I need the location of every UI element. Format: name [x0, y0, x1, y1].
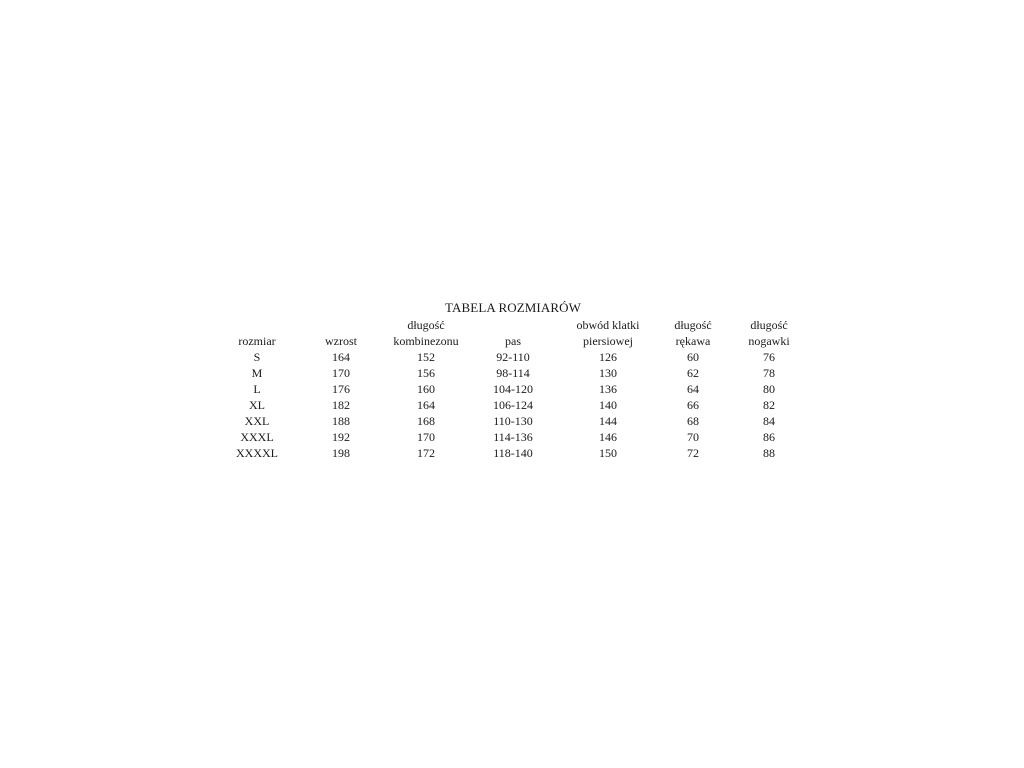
cell-dlugosc-nogawki: 80: [763, 382, 775, 396]
cell-pas: 114-136: [493, 430, 533, 444]
cell-wzrost: 164: [332, 350, 350, 364]
cell-rozmiar: M: [251, 366, 263, 380]
cell-dlugosc-kombinezonu: 160: [417, 382, 435, 396]
size-chart: [216, 296, 810, 468]
cell-obwod-klatki: 146: [599, 430, 617, 444]
cell-dlugosc-rekawa: 64: [687, 382, 699, 396]
header-obwod-klatki-line1: obwód klatki: [576, 318, 640, 332]
cell-rozmiar: XXL: [244, 414, 270, 428]
header-pas-line1: [468, 317, 558, 333]
cell-dlugosc-kombinezonu: 164: [417, 398, 435, 412]
cell-obwod-klatki: 130: [599, 366, 617, 380]
cell-dlugosc-kombinezonu: 156: [417, 366, 435, 380]
cell-dlugosc-nogawki: 88: [763, 446, 775, 460]
cell-rozmiar: XXXL: [240, 430, 274, 444]
cell-obwod-klatki: 144: [599, 414, 617, 428]
header-wzrost-line1: [298, 317, 384, 333]
header-dlugosc-rekawa-line2: rękawa: [675, 334, 711, 348]
size-table-body: [216, 349, 810, 461]
table-row: [216, 397, 810, 413]
cell-dlugosc-rekawa: 68: [687, 414, 699, 428]
cell-dlugosc-rekawa: 60: [687, 350, 699, 364]
cell-rozmiar: L: [253, 382, 261, 396]
cell-wzrost: 182: [332, 398, 350, 412]
cell-wzrost: 192: [332, 430, 350, 444]
cell-wzrost: 170: [332, 366, 350, 380]
cell-dlugosc-rekawa: 70: [687, 430, 699, 444]
table-row: [216, 445, 810, 461]
cell-obwod-klatki: 126: [599, 350, 617, 364]
cell-wzrost: 198: [332, 446, 350, 460]
header-rozmiar-line2: rozmiar: [238, 334, 276, 348]
cell-wzrost: 176: [332, 382, 350, 396]
cell-dlugosc-nogawki: 86: [763, 430, 775, 444]
cell-dlugosc-nogawki: 84: [763, 414, 775, 428]
cell-pas: 98-114: [496, 366, 530, 380]
cell-dlugosc-nogawki: 82: [763, 398, 775, 412]
cell-dlugosc-rekawa: 62: [687, 366, 699, 380]
cell-obwod-klatki: 150: [599, 446, 617, 460]
header-dlugosc-kombinezonu-line2: kombinezonu: [393, 334, 459, 348]
size-chart-title: TABELA ROZMIARÓW: [445, 300, 581, 315]
cell-obwod-klatki: 140: [599, 398, 617, 412]
header-obwod-klatki-line2: piersiowej: [583, 334, 633, 348]
cell-obwod-klatki: 136: [599, 382, 617, 396]
cell-pas: 104-120: [493, 382, 533, 396]
cell-wzrost: 188: [332, 414, 350, 428]
cell-dlugosc-kombinezonu: 172: [417, 446, 435, 460]
cell-rozmiar: XXXXL: [236, 446, 278, 460]
header-row-bottom: [216, 333, 810, 349]
cell-dlugosc-nogawki: 76: [763, 350, 775, 364]
cell-dlugosc-nogawki: 78: [763, 366, 775, 380]
size-table-header: [216, 317, 810, 349]
header-rozmiar-line1: [216, 317, 298, 333]
header-dlugosc-kombinezonu-line1: długość: [407, 318, 445, 332]
size-table: [216, 317, 810, 461]
table-row: [216, 413, 810, 429]
cell-dlugosc-rekawa: 72: [687, 446, 699, 460]
cell-dlugosc-rekawa: 66: [687, 398, 699, 412]
cell-rozmiar: S: [253, 350, 261, 364]
cell-dlugosc-kombinezonu: 168: [417, 414, 435, 428]
cell-pas: 106-124: [493, 398, 533, 412]
table-row: [216, 429, 810, 445]
cell-pas: 110-130: [493, 414, 533, 428]
header-dlugosc-nogawki-line1: długość: [750, 318, 788, 332]
cell-dlugosc-kombinezonu: 152: [417, 350, 435, 364]
cell-dlugosc-kombinezonu: 170: [417, 430, 435, 444]
table-row: [216, 349, 810, 365]
header-pas-line2: pas: [505, 334, 521, 348]
cell-pas: 92-110: [496, 350, 530, 364]
table-row: [216, 381, 810, 397]
header-wzrost-line2: wzrost: [325, 334, 357, 348]
header-dlugosc-rekawa-line1: długość: [674, 318, 712, 332]
cell-pas: 118-140: [493, 446, 533, 460]
header-row-top: [216, 317, 810, 333]
cell-rozmiar: XL: [249, 398, 265, 412]
table-row: [216, 365, 810, 381]
header-dlugosc-nogawki-line2: nogawki: [748, 334, 790, 348]
